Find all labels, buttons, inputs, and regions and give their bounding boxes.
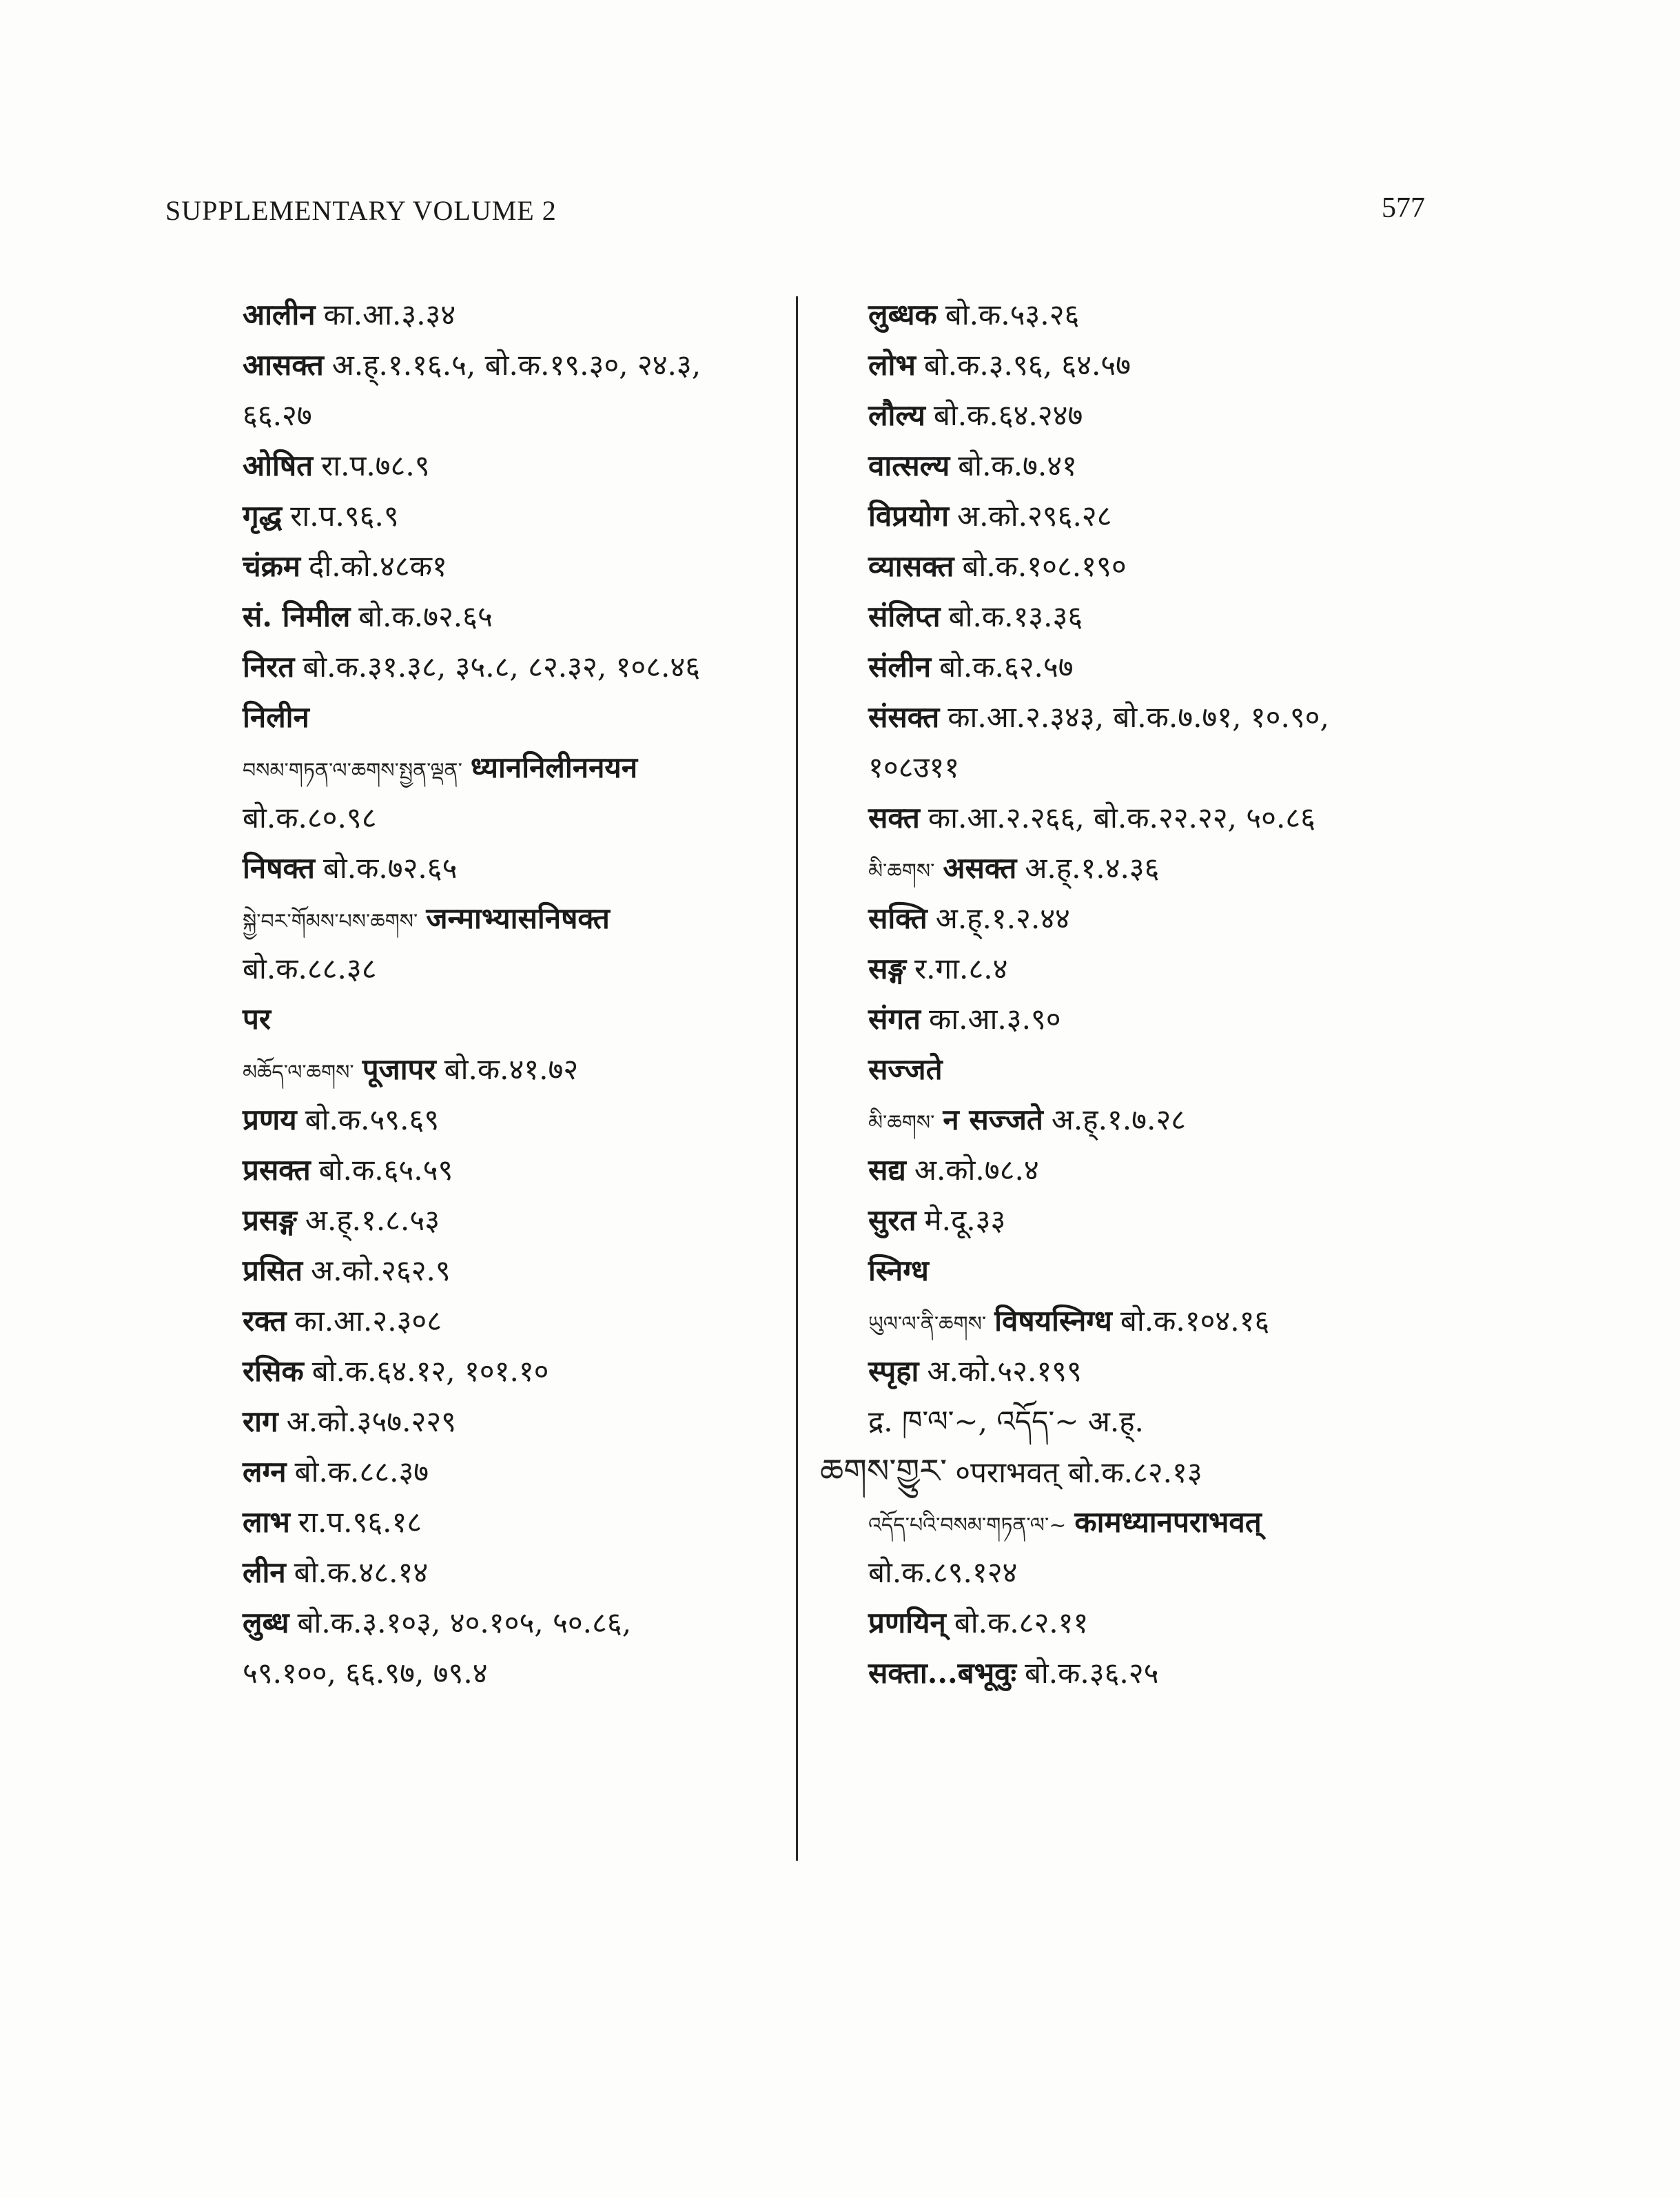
- headword: रसिक: [243, 1354, 304, 1388]
- headword: लीन: [243, 1555, 286, 1589]
- tibetan-term: མཆོད་ལ་ཆགས་: [243, 1061, 354, 1085]
- dictionary-entry: [868, 692, 1502, 742]
- headword: निलीन: [243, 700, 309, 734]
- headword: सक्ति: [868, 901, 928, 935]
- headword: रक्त: [243, 1304, 287, 1338]
- left-column: [243, 289, 794, 1698]
- reference: अ.को.५२.१९९: [927, 1354, 1082, 1388]
- dictionary-entry: [868, 541, 1502, 591]
- reference: का.आ.२.३०८: [294, 1304, 442, 1338]
- dictionary-entry: [243, 491, 794, 541]
- reference: अ.को.२९६.२८: [957, 499, 1112, 533]
- reference: बो.क.७२.६५: [358, 600, 493, 633]
- dictionary-entry: [868, 591, 1502, 642]
- reference: बो.क.७२.६५: [322, 851, 458, 885]
- headword: वात्सल्य: [868, 449, 950, 482]
- reference: १०८उ११: [868, 750, 960, 784]
- reference: दी.को.४८क१: [309, 549, 447, 583]
- reference: बो.क.३१.३८, ३५.८, ८२.३२, १०८.४६: [303, 650, 701, 684]
- dictionary-entry: [243, 1547, 794, 1597]
- dictionary-entry: [243, 1447, 794, 1497]
- reference: रा.प.७८.९: [321, 449, 430, 482]
- reference: अ.को.७८.४: [914, 1153, 1039, 1187]
- reference: रा.प.९६.१८: [298, 1505, 422, 1539]
- headword: संसक्त: [868, 700, 940, 734]
- reference: का.आ.२.३४३, बो.क.७.७१, १०.९०,: [947, 700, 1329, 734]
- reference: बो.क.४१.७२: [444, 1052, 579, 1086]
- reference: र.गा.८.४: [914, 952, 1008, 985]
- headword: आसक्त: [243, 348, 324, 382]
- headword: आलीन: [243, 298, 316, 331]
- dictionary-entry: [243, 1044, 794, 1094]
- headword: स्निग्ध: [868, 1254, 929, 1287]
- headword: लुब्ध: [243, 1606, 289, 1639]
- headword: ध्याननिलीननयन: [470, 750, 638, 784]
- dictionary-entry: [243, 1648, 794, 1698]
- running-header: SUPPLEMENTARY VOLUME 2: [165, 195, 557, 226]
- reference: बो.क.१०४.१६: [1120, 1304, 1270, 1338]
- headword: पर: [243, 1002, 272, 1036]
- dictionary-entry: [868, 1145, 1502, 1195]
- headword: लग्न: [243, 1455, 287, 1489]
- headword: कामध्यानपराभवत्: [1074, 1505, 1262, 1539]
- headword: सं. निमील: [243, 600, 351, 633]
- reference: बो.क.५३.२६: [945, 298, 1080, 331]
- reference: का.आ.३.९०: [928, 1002, 1061, 1036]
- reference: बो.क.३.१०३, ४०.१०५, ५०.८६,: [297, 1606, 632, 1639]
- dictionary-entry: [243, 742, 794, 793]
- dictionary-entry: [243, 541, 794, 591]
- headword: निषक्त: [243, 851, 315, 885]
- headword: व्यासक्त: [868, 549, 954, 583]
- dictionary-entry: [243, 1346, 794, 1396]
- dictionary-entry: [243, 390, 794, 440]
- dictionary-entry: [868, 994, 1502, 1044]
- reference: बो.क.८०.९८: [243, 801, 377, 835]
- headword: प्रसङ्ग: [243, 1203, 297, 1237]
- dictionary-entry: [243, 289, 794, 340]
- reference: अ.ह्.१.२.४४: [935, 901, 1070, 935]
- right-column: [820, 289, 1502, 1698]
- dictionary-entry: [243, 340, 794, 390]
- dictionary-entry: [243, 893, 794, 943]
- reference: बो.क.१०८.१९०: [962, 549, 1127, 583]
- dictionary-entry: [868, 1245, 1502, 1296]
- dictionary-entry: [868, 1597, 1502, 1648]
- reference: बो.क.३.९६, ६४.५७: [923, 348, 1131, 382]
- headword: जन्माभ्यासनिषक्त: [426, 901, 610, 935]
- headword: चंक्रम: [243, 549, 301, 583]
- reference: बो.क.४८.१४: [294, 1555, 429, 1589]
- headword: सक्ता...बभूवुः: [868, 1656, 1016, 1690]
- dictionary-entry: [868, 289, 1502, 340]
- headword: सज्जते: [868, 1052, 943, 1086]
- headword: लौल्य: [868, 398, 925, 432]
- headword: संलीन: [868, 650, 932, 684]
- dictionary-entry: [243, 1597, 794, 1648]
- dictionary-entry: [820, 1447, 1502, 1497]
- reference: ५९.१००, ६६.९७, ७९.४: [243, 1656, 488, 1690]
- reference: बो.क.३६.२५: [1024, 1656, 1159, 1690]
- tibetan-term: བསམ་གཏན་ལ་ཆགས་སྤྱན་ལྡན་: [243, 759, 462, 783]
- dictionary-entry: [868, 1547, 1502, 1597]
- dictionary-entry: [243, 1245, 794, 1296]
- tibetan-term: ཡུལ་ལ་ནི་ཆགས་: [868, 1312, 987, 1336]
- headword: न सज्जते: [943, 1103, 1043, 1136]
- reference: का.आ.२.२६६, बो.क.२२.२२, ५०.८६: [928, 801, 1315, 835]
- reference: द्र. ཁ་ལ་~, འདོད་~ अ.ह्.: [868, 1404, 1144, 1438]
- dictionary-entry: [868, 943, 1502, 994]
- reference: ०पराभवत् बो.क.८२.१३: [955, 1455, 1202, 1489]
- headword: संगत: [868, 1002, 921, 1036]
- reference: का.आ.३.३४: [323, 298, 456, 331]
- reference: बो.क.६५.५९: [318, 1153, 453, 1187]
- reference: अ.ह्.१.७.२८: [1051, 1103, 1186, 1136]
- headword: प्रणयिन्: [868, 1606, 946, 1639]
- headword: पूजापर: [362, 1052, 436, 1086]
- dictionary-entry: [243, 1195, 794, 1245]
- tibetan-term: ཆགས་གྱུར་: [820, 1452, 947, 1491]
- reference: अ.ह्.१.१६.५, बो.क.१९.३०, २४.३,: [331, 348, 701, 382]
- reference: बो.क.६४.२४७: [933, 398, 1083, 432]
- dictionary-entry: [868, 843, 1502, 893]
- headword: प्रसक्त: [243, 1153, 311, 1187]
- dictionary-entry: [243, 843, 794, 893]
- headword: लाभ: [243, 1505, 290, 1539]
- headword: सद्य: [868, 1153, 906, 1187]
- dictionary-entry: [243, 440, 794, 491]
- headword: स्पृहा: [868, 1354, 919, 1388]
- dictionary-entry: [243, 793, 794, 843]
- headword: लुब्धक: [868, 298, 937, 331]
- dictionary-entry: [868, 440, 1502, 491]
- reference: मे.दू.३३: [924, 1203, 1006, 1237]
- headword: प्रणय: [243, 1103, 297, 1136]
- dictionary-entry: [243, 1296, 794, 1346]
- reference: बो.क.६२.५७: [939, 650, 1074, 684]
- reference: बो.क.८८.३७: [294, 1455, 429, 1489]
- reference: रा.प.९६.९: [290, 499, 399, 533]
- dictionary-entry: [243, 1145, 794, 1195]
- dictionary-entry: [868, 1346, 1502, 1396]
- dictionary-entry: [868, 1648, 1502, 1698]
- headword: संलिप्त: [868, 600, 941, 633]
- headword: निरत: [243, 650, 295, 684]
- dictionary-entry: [868, 1044, 1502, 1094]
- dictionary-entry: [868, 1296, 1502, 1346]
- dictionary-entry: [868, 1497, 1502, 1547]
- dictionary-entry: [243, 1396, 794, 1447]
- dictionary-entry: [868, 1396, 1502, 1447]
- dictionary-entry: [868, 893, 1502, 943]
- dictionary-entry: [868, 642, 1502, 692]
- dictionary-entry: [868, 1195, 1502, 1245]
- dictionary-entry: [243, 591, 794, 642]
- headword: प्रसित: [243, 1254, 303, 1287]
- reference: अ.ह्.१.८.५३: [305, 1203, 440, 1237]
- reference: बो.क.८२.११: [954, 1606, 1089, 1639]
- reference: बो.क.१३.३६: [948, 600, 1083, 633]
- headword: सङ्ग: [868, 952, 906, 985]
- tibetan-term: སྐྱེ་བར་གོམས་པས་ཆགས་: [243, 910, 418, 934]
- dictionary-entry: [243, 692, 794, 742]
- dictionary-entry: [868, 1094, 1502, 1145]
- dictionary-entry: [243, 994, 794, 1044]
- reference: बो.क.६४.१२, १०१.१०: [311, 1354, 549, 1388]
- reference: बो.क.७.४१: [958, 449, 1077, 482]
- tibetan-term: མི་ཆགས་: [868, 1111, 935, 1135]
- reference: बो.क.८८.३८: [243, 952, 377, 985]
- headword: लोभ: [868, 348, 916, 382]
- headword: विप्रयोग: [868, 499, 950, 533]
- dictionary-entry: [243, 943, 794, 994]
- headword: सक्त: [868, 801, 920, 835]
- tibetan-term: འདོད་པའི་བསམ་གཏན་ལ་~: [868, 1513, 1067, 1537]
- headword: विषयस्निग्ध: [994, 1304, 1112, 1338]
- tibetan-term: མི་ཆགས་: [868, 859, 935, 883]
- reference: बो.क.५९.६९: [305, 1103, 440, 1136]
- headword: असक्त: [943, 851, 1017, 885]
- dictionary-entry: [243, 1094, 794, 1145]
- dictionary-entry: [868, 390, 1502, 440]
- reference: अ.को.३५७.२२९: [286, 1404, 457, 1438]
- reference: बो.क.८९.१२४: [868, 1555, 1018, 1589]
- headword: सुरत: [868, 1203, 916, 1237]
- headword: राग: [243, 1404, 278, 1438]
- dictionary-entry: [868, 793, 1502, 843]
- dictionary-entry: [868, 340, 1502, 390]
- dictionary-entry: [243, 1497, 794, 1547]
- dictionary-entry: [243, 642, 794, 692]
- reference: ६६.२७: [243, 398, 312, 432]
- page-number: 577: [1382, 192, 1425, 224]
- reference: अ.को.२६२.९: [311, 1254, 451, 1287]
- reference: अ.ह्.१.४.३६: [1025, 851, 1160, 885]
- dictionary-entry: [868, 742, 1502, 793]
- column-divider: [796, 296, 798, 1861]
- dictionary-entry: [868, 491, 1502, 541]
- headword: गृद्ध: [243, 499, 283, 533]
- headword: ओषित: [243, 449, 314, 482]
